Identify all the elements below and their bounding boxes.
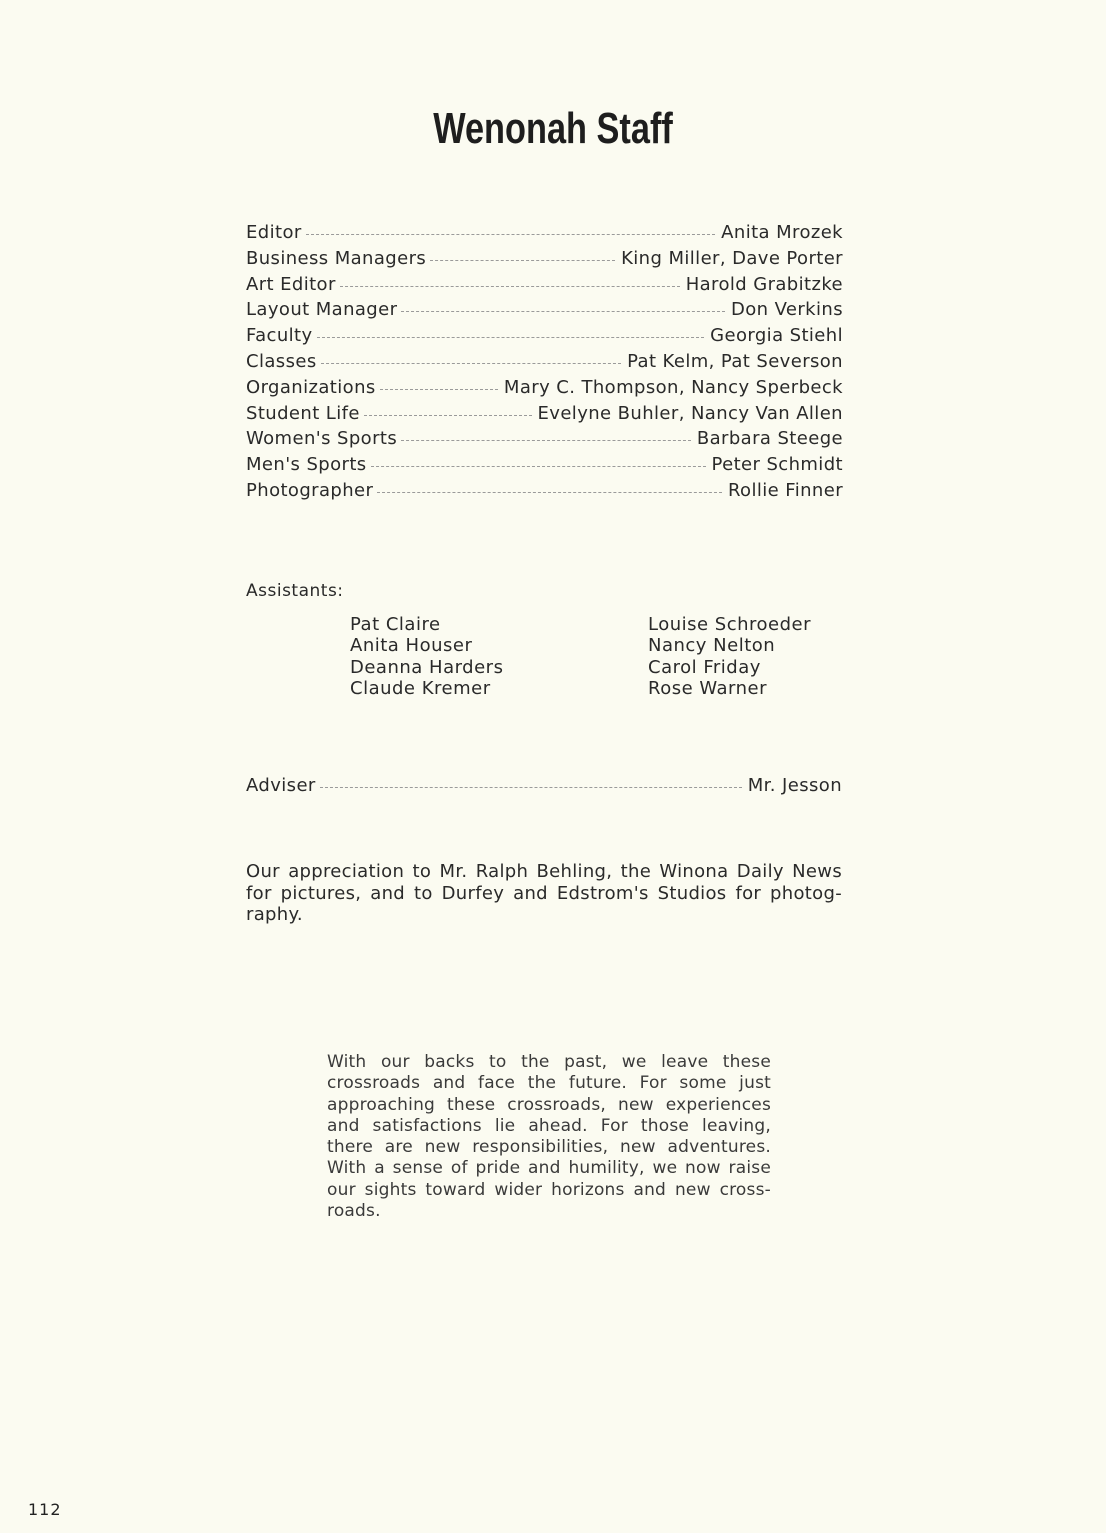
staff-row xyxy=(246,325,843,351)
staff-role: Photographer xyxy=(246,479,374,501)
dot-leader xyxy=(401,439,691,441)
assistant-name: Rose Warner xyxy=(648,678,768,700)
staff-role: Business Managers xyxy=(246,247,427,269)
staff-row xyxy=(246,351,843,377)
staff-name: Evelyne Buhler, Nancy Van Allen xyxy=(537,402,843,424)
dot-leader xyxy=(401,310,725,312)
staff-row xyxy=(246,222,843,248)
assistant-name: Louise Schroeder xyxy=(648,614,812,635)
staff-name: Anita Mrozek xyxy=(721,222,843,243)
dot-leader xyxy=(380,388,498,390)
staff-row xyxy=(246,428,843,454)
staff-role: Faculty xyxy=(246,325,313,347)
dot-leader xyxy=(340,285,680,287)
staff-row xyxy=(246,454,843,480)
assistant-name: Nancy Nelton xyxy=(648,635,776,657)
staff-name: Rollie Finner xyxy=(727,479,843,501)
assistants-label: Assistants: xyxy=(246,581,344,601)
assistant-name: Carol Friday xyxy=(648,656,761,678)
assistants-left-column xyxy=(350,614,503,700)
staff-role: Editor xyxy=(246,222,302,243)
staff-name: Pat Kelm, Pat Severson xyxy=(627,350,843,372)
staff-name: Barbara Steege xyxy=(696,428,843,450)
closing-paragraph: With our backs to the past, we leave these crossroads and face the future. For some just approaching these crossroads, new experiences and satisfactions lie ahead. For those leaving, there are new responsibilities, new adventures. With a sense of pride and humility, we now raise our sights toward wider horizons and new cross-roads. xyxy=(327,1052,771,1222)
staff-role: Student Life xyxy=(246,402,360,424)
staff-name: Mary C. Thompson, Nancy Sperbeck xyxy=(503,376,843,398)
staff-list xyxy=(246,222,843,506)
staff-name: Don Verkins xyxy=(730,299,843,321)
staff-row xyxy=(246,377,843,403)
assistant-name: Deanna Harders xyxy=(350,656,504,678)
staff-row xyxy=(246,274,843,300)
dot-leader xyxy=(371,465,706,467)
dot-leader xyxy=(321,362,621,364)
staff-role: Organizations xyxy=(246,376,376,398)
staff-row xyxy=(246,403,843,429)
dot-leader xyxy=(306,233,716,235)
dot-leader xyxy=(377,491,722,493)
staff-name: Peter Schmidt xyxy=(711,454,843,476)
staff-role: Men's Sports xyxy=(246,454,367,476)
staff-row xyxy=(246,299,843,325)
assistants-right-column xyxy=(648,614,811,700)
adviser-row xyxy=(246,775,842,801)
dot-leader xyxy=(317,336,705,338)
staff-name: King Miller, Dave Porter xyxy=(621,247,843,269)
staff-role: Classes xyxy=(246,350,317,372)
staff-role: Women's Sports xyxy=(246,428,398,450)
dot-leader xyxy=(430,259,615,261)
staff-role: Art Editor xyxy=(246,273,336,295)
page-title: Wenonah Staff xyxy=(433,104,673,153)
assistant-name: Anita Houser xyxy=(350,635,473,657)
adviser-role: Adviser xyxy=(246,775,316,796)
dot-leader xyxy=(364,414,532,416)
staff-role: Layout Manager xyxy=(246,299,398,321)
assistant-name: Pat Claire xyxy=(350,614,441,635)
dot-leader xyxy=(320,786,742,788)
assistant-name: Claude Kremer xyxy=(350,678,491,700)
staff-name: Harold Grabitzke xyxy=(685,273,843,295)
adviser-name: Mr. Jesson xyxy=(747,775,842,796)
staff-row xyxy=(246,480,843,506)
staff-name: Georgia Stiehl xyxy=(710,325,843,347)
page-number: 112 xyxy=(28,1500,62,1519)
staff-row xyxy=(246,248,843,274)
appreciation-paragraph: Our appreciation to Mr. Ralph Behling, the Winona Daily News for pictures, and to Durfey and Edstrom's Studios for photog-raphy. xyxy=(246,861,842,925)
